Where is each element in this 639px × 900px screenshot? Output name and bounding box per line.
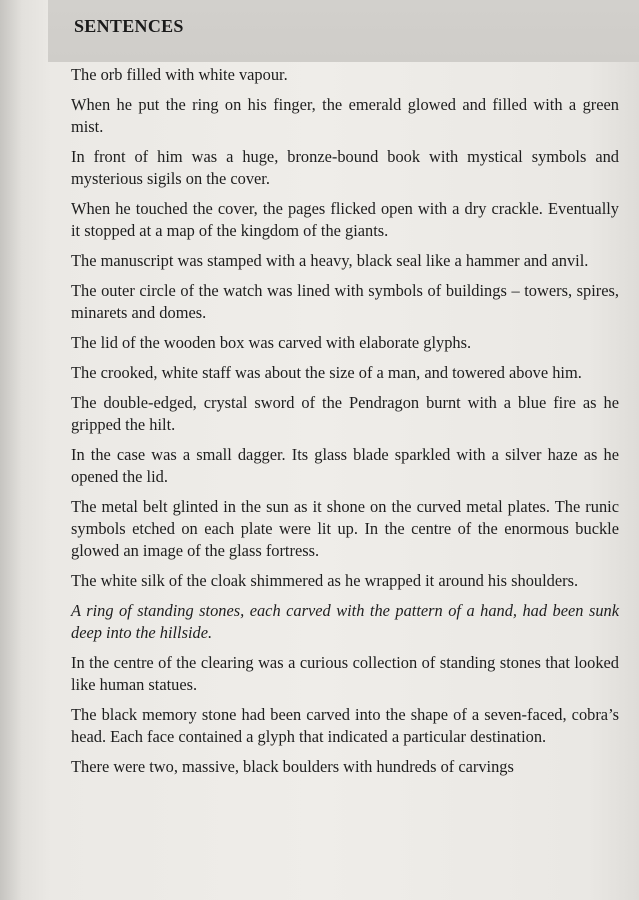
sentence-item: The crooked, white staff was about the size of a man, and towered above him.: [71, 363, 582, 382]
sentence-item: When he touched the cover, the pages flicked open with a dry crackle. Eventually it stopped at a map of the kingdom of the giants.: [71, 199, 619, 240]
page-gutter-shadow: [0, 0, 22, 900]
sentence-item-italic: A ring of standing stones, each carved with the pattern of a hand, had been sunk deep into the hillside.: [71, 601, 619, 642]
sentence-item: There were two, massive, black boulders with hundreds of carvings: [71, 757, 514, 776]
sentence-item: The outer circle of the watch was lined with symbols of buildings – towers, spires, minarets and domes.: [71, 281, 619, 322]
sentence-item: The manuscript was stamped with a heavy, black seal like a hammer and anvil.: [71, 251, 589, 270]
sentence-item: In the centre of the clearing was a curious collection of standing stones that looked like human statues.: [71, 653, 619, 694]
sentence-item: The double-edged, crystal sword of the Pendragon burnt with a blue fire as he gripped the hilt.: [71, 393, 619, 434]
page-title: SENTENCES: [74, 16, 184, 36]
sentence-item: The orb filled with white vapour.: [71, 65, 288, 84]
sentence-item: In the case was a small dagger. Its glass blade sparkled with a silver haze as he opened the lid.: [71, 445, 619, 486]
sentence-item: The metal belt glinted in the sun as it shone on the curved metal plates. The runic symbols etched on each plate were lit up. In the centre of the enormous buckle glowed an image of the glass fortress.: [71, 497, 619, 560]
sentence-item: The white silk of the cloak shimmered as he wrapped it around his shoulders.: [71, 571, 579, 590]
sentence-item: In front of him was a huge, bronze-bound book with mystical symbols and mysterious sigils on the cover.: [71, 147, 619, 188]
sentence-item: The lid of the wooden box was carved with elaborate glyphs.: [71, 333, 472, 352]
sentence-item: The black memory stone had been carved into the shape of a seven-faced, cobra’s head. Each face contained a glyph that indicated a particular destination.: [71, 705, 619, 746]
sentence-list: [71, 64, 619, 786]
sentence-item: When he put the ring on his finger, the emerald glowed and filled with a green mist.: [71, 95, 619, 136]
